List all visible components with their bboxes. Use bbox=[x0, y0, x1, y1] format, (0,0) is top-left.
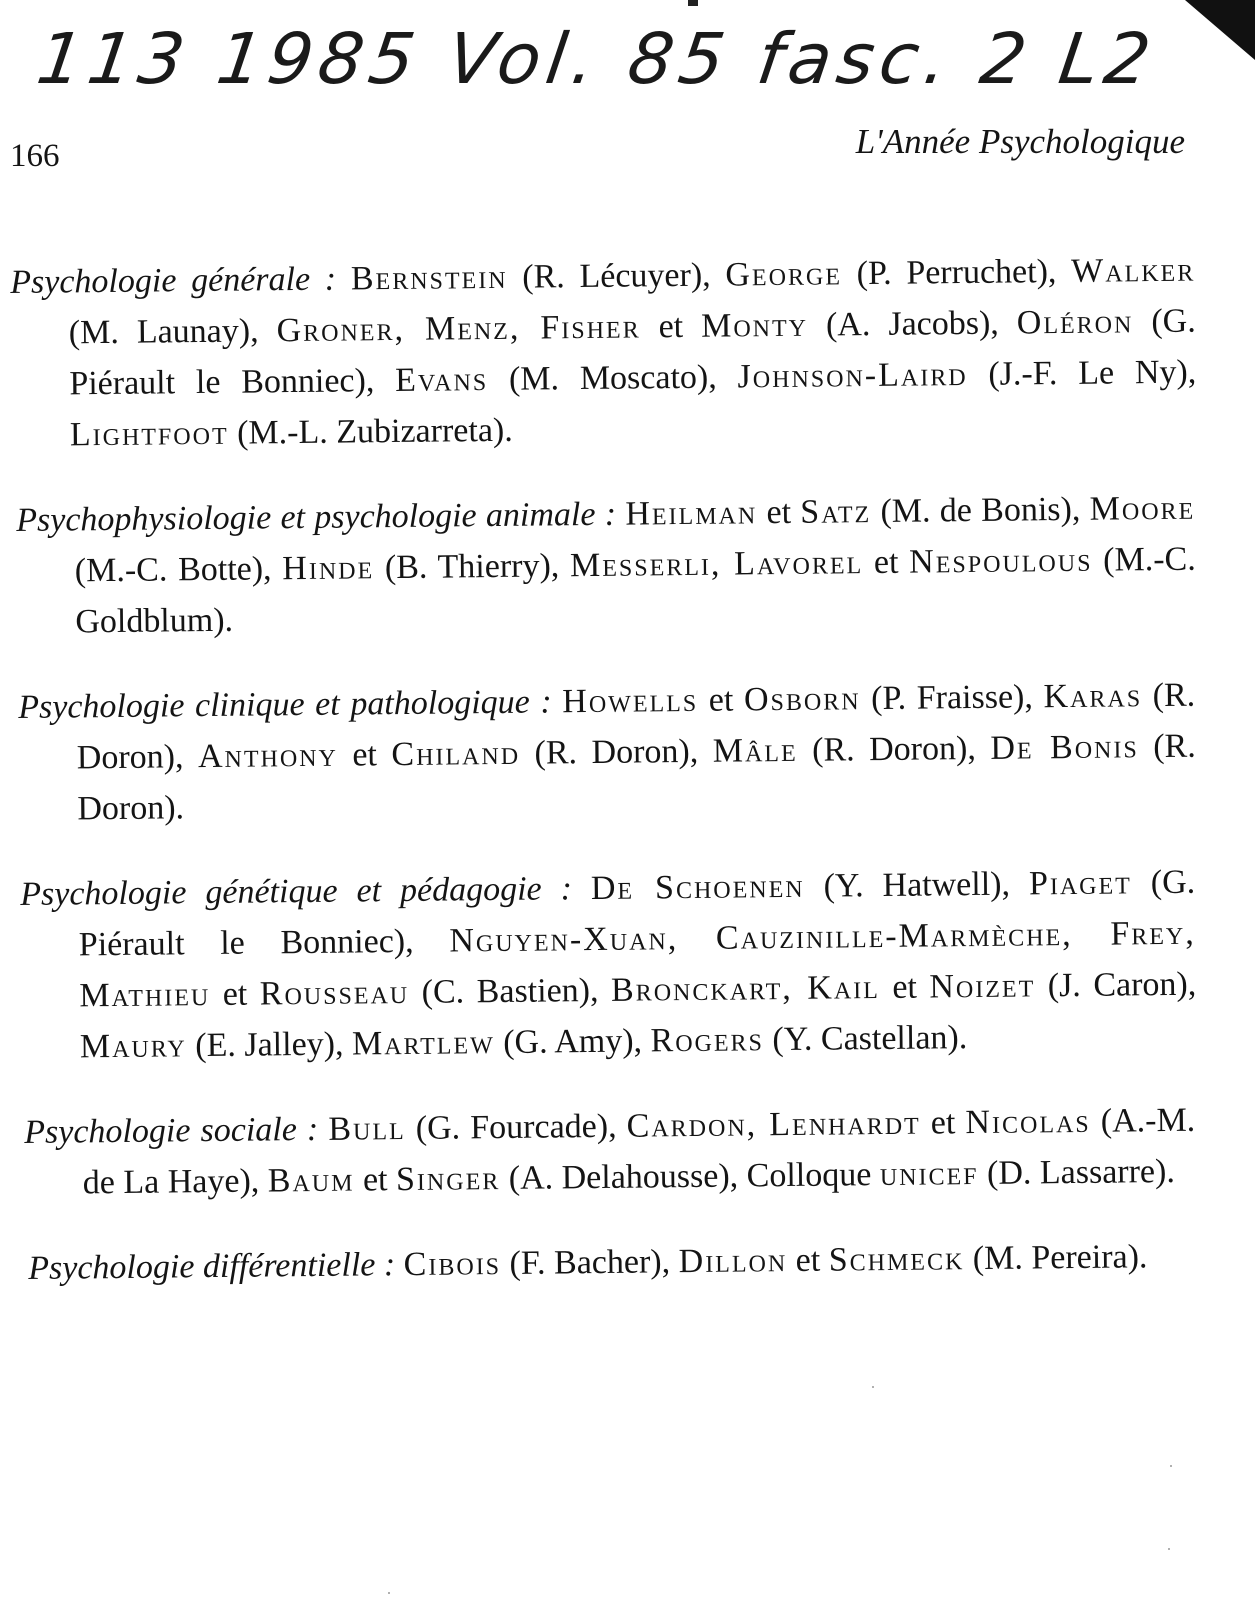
author-name: Dillon bbox=[678, 1242, 788, 1281]
entry-text: et bbox=[920, 1104, 966, 1142]
section-entry bbox=[16, 483, 1197, 648]
author-name: Osborn bbox=[743, 680, 861, 719]
author-name: Moore bbox=[1089, 489, 1196, 528]
entry-text bbox=[551, 683, 562, 720]
entry-text: (M.-C. Goldblum). bbox=[75, 540, 1196, 641]
author-name: Heilman bbox=[625, 494, 758, 533]
author-name: unicef bbox=[879, 1155, 979, 1194]
entry-text: (Y. Castellan). bbox=[763, 1019, 968, 1059]
section-heading: Psychologie générale : bbox=[10, 260, 337, 301]
entry-text: et bbox=[640, 307, 702, 346]
entry-text: (P. Fraisse), bbox=[860, 678, 1044, 718]
entry-text: (B. Thierry), bbox=[373, 547, 571, 587]
author-name: Baum bbox=[267, 1161, 355, 1200]
entry-text: et bbox=[697, 681, 745, 719]
author-name: Oléron bbox=[1016, 303, 1134, 342]
author-name: Bernstein bbox=[350, 258, 508, 298]
author-name: Walker bbox=[1070, 251, 1196, 290]
entry-text: (R. Lécuyer), bbox=[507, 256, 726, 296]
entry-text: (M. Moscato), bbox=[487, 358, 738, 398]
author-name: Martlew bbox=[351, 1024, 495, 1063]
entry-text: (Y. Hatwell), bbox=[804, 865, 1030, 905]
author-name: De Bonis bbox=[990, 728, 1139, 767]
scan-speck bbox=[1168, 1548, 1170, 1550]
author-name: Noizet bbox=[929, 967, 1036, 1006]
entry-text: et bbox=[862, 543, 910, 582]
section-entry bbox=[20, 857, 1197, 1073]
author-name: Lightfoot bbox=[69, 414, 229, 454]
scan-speck bbox=[872, 1386, 874, 1388]
entry-text: (M. Launay), bbox=[68, 312, 277, 352]
entry-text: (E. Jalley), bbox=[186, 1025, 353, 1065]
entry-text: (R. Doron), bbox=[519, 732, 713, 772]
author-name: Howells bbox=[562, 681, 699, 721]
author-name: Chiland bbox=[391, 734, 521, 774]
section-entry bbox=[10, 245, 1197, 461]
entry-text bbox=[318, 1111, 328, 1148]
author-name: Monty bbox=[700, 306, 809, 345]
entry-text: et bbox=[210, 975, 260, 1014]
scan-mark bbox=[688, 0, 698, 6]
author-name: Mâle bbox=[712, 731, 798, 770]
entry-text: (P. Perruchet), bbox=[841, 252, 1072, 293]
section-heading: Psychologie sociale : bbox=[24, 1110, 319, 1151]
author-name: Hinde bbox=[282, 549, 375, 588]
entry-text bbox=[336, 260, 351, 297]
entry-text: (G. Piérault le Bonniec), bbox=[69, 302, 1196, 403]
scan-speck bbox=[1170, 1465, 1172, 1467]
author-name: George bbox=[725, 255, 843, 294]
scan-speck bbox=[388, 1592, 390, 1594]
section-heading: Psychologie génétique et pédagogie : bbox=[20, 870, 573, 913]
author-name: De Schoenen bbox=[590, 867, 805, 908]
author-name: Rogers bbox=[650, 1021, 765, 1060]
author-name: Cibois bbox=[403, 1245, 502, 1284]
section-heading: Psychophysiologie et psychologie animale : bbox=[16, 495, 617, 539]
author-name: Rousseau bbox=[259, 973, 410, 1013]
page-number: 166 bbox=[10, 138, 60, 174]
section-heading: Psychologie clinique et pathologique : bbox=[18, 683, 552, 726]
author-name: Evans bbox=[394, 361, 489, 399]
handwritten-note: 113 1985 Vol. 85 fasc. 2 L2 bbox=[32, 18, 1162, 100]
author-name: Nguyen-Xuan, Cauzinille-Marmèche, Frey, Mathieu bbox=[79, 914, 1196, 1015]
author-name: Schmeck bbox=[828, 1240, 965, 1279]
running-head: L'Année Psychologique bbox=[855, 122, 1185, 161]
author-name: Maury bbox=[79, 1027, 187, 1066]
entry-text: (G. Piérault le Bonniec), bbox=[78, 863, 1196, 964]
entry-text: et bbox=[337, 736, 392, 774]
entry-text: (F. Bacher), bbox=[500, 1243, 679, 1283]
entry-text: (M. Pereira). bbox=[964, 1238, 1148, 1278]
entry-text: (R. Doron). bbox=[77, 727, 1196, 828]
entry-text: (A. Delahousse), Colloque bbox=[500, 1156, 881, 1198]
author-name: Nicolas bbox=[965, 1102, 1091, 1142]
author-name: Groner, Menz, Fisher bbox=[276, 308, 641, 350]
entry-text: et bbox=[879, 968, 930, 1007]
entry-text: (M.-C. Botte), bbox=[74, 550, 283, 590]
section-entry bbox=[24, 1095, 1196, 1209]
entry-text: (G. Amy), bbox=[494, 1022, 651, 1062]
section-entry bbox=[28, 1231, 1195, 1294]
entry-text: (C. Bastien), bbox=[408, 971, 612, 1011]
scan-corner-artifact bbox=[1185, 0, 1255, 60]
author-name: Johnson-Laird bbox=[737, 355, 968, 396]
entry-text: et bbox=[757, 493, 801, 532]
entry-text: (A. Jacobs), bbox=[807, 304, 1018, 344]
entry-text: (G. Fourcade), bbox=[405, 1107, 627, 1148]
section-heading: Psychologie différentielle : bbox=[28, 1246, 396, 1287]
author-name: Anthony bbox=[197, 736, 339, 776]
entry-text: (D. Lassarre). bbox=[978, 1152, 1176, 1193]
author-name: Piaget bbox=[1028, 864, 1133, 903]
entry-text: (M.-L. Zubizarreta). bbox=[228, 411, 513, 452]
entry-text: (R. Doron), bbox=[797, 729, 991, 769]
entry-text: (J.-F. Le Ny), bbox=[967, 353, 1197, 393]
author-name: Satz bbox=[800, 493, 872, 531]
entry-text bbox=[572, 870, 591, 907]
author-name: Bull bbox=[328, 1110, 406, 1148]
entry-text: (R. Doron), bbox=[76, 676, 1196, 777]
entry-text bbox=[616, 496, 626, 533]
author-name: Nespoulous bbox=[908, 541, 1093, 581]
entry-text: et bbox=[786, 1241, 829, 1280]
author-name: Messerli, Lavorel bbox=[569, 544, 864, 585]
entry-text: (M. de Bonis), bbox=[871, 490, 1090, 531]
author-name: Singer bbox=[395, 1160, 501, 1199]
entry-text: (A.-M. de La Haye), bbox=[82, 1101, 1196, 1202]
section-list bbox=[10, 223, 1195, 1326]
author-name: Cardon, Lenhardt bbox=[626, 1104, 921, 1145]
entry-text: et bbox=[354, 1161, 397, 1199]
section-entry bbox=[18, 670, 1197, 835]
entry-text: (J. Caron), bbox=[1035, 965, 1197, 1005]
author-name: Bronckart, Kail bbox=[610, 969, 881, 1009]
author-name: Karas bbox=[1043, 677, 1143, 716]
